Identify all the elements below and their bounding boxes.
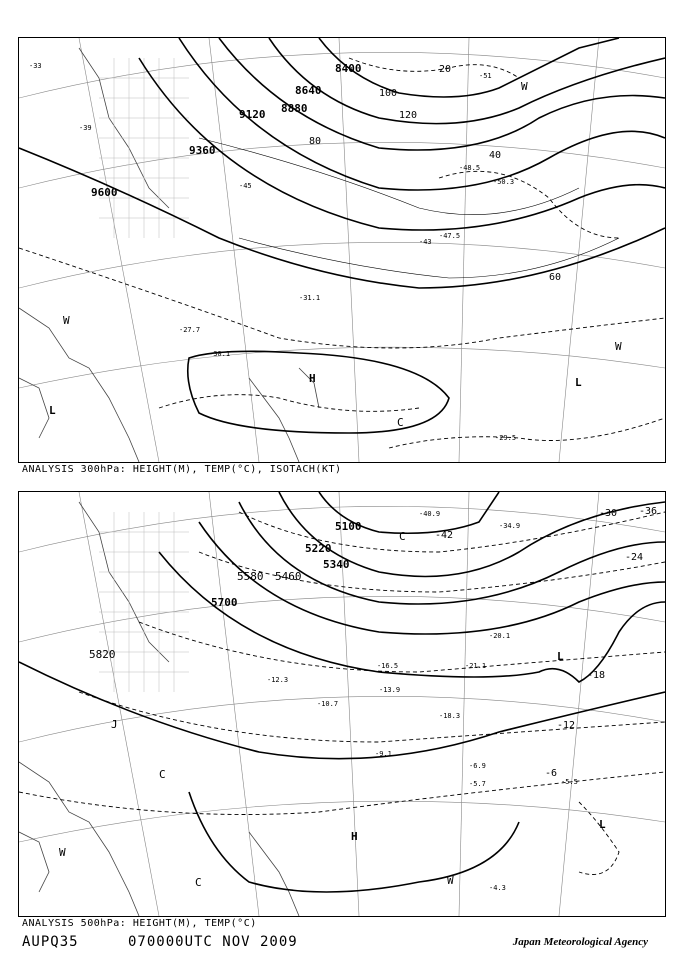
high-center: H <box>309 372 316 385</box>
temp-label: -34.9 <box>499 522 521 530</box>
isotherm-label: -30 <box>599 508 618 519</box>
low-center: L <box>557 650 564 663</box>
temp-label: -5.5 <box>561 778 578 786</box>
chart-500hpa <box>18 491 666 917</box>
isotherm-label: -6 <box>545 768 558 779</box>
low-center: L <box>49 404 56 417</box>
low-center: L <box>575 376 582 389</box>
warm-center: W <box>63 314 70 327</box>
cold-center: C <box>195 876 202 889</box>
isotach-label: 40 <box>489 150 502 161</box>
temp-label: -13.9 <box>379 686 401 694</box>
hatch-region <box>99 512 189 692</box>
temp-label: -6.9 <box>469 762 486 770</box>
isotherm-label: -12 <box>557 720 576 731</box>
temp-label: -51 <box>479 72 492 80</box>
isotherm-label: -24 <box>625 552 644 563</box>
height-label: 8880 <box>281 102 308 115</box>
temp-label: -39 <box>79 124 92 132</box>
isotach-label: 20 <box>439 64 452 75</box>
height-labels <box>91 62 362 199</box>
temp-label: -29.5 <box>495 434 517 442</box>
temp-label: -31.1 <box>299 294 321 302</box>
warm-center: W <box>521 80 528 93</box>
map-500hpa <box>19 492 665 916</box>
graticule <box>19 38 665 462</box>
isotherm-label: -42 <box>435 530 454 541</box>
temp-label: -33 <box>29 62 42 70</box>
height-label: 8640 <box>295 84 322 97</box>
temp-label: -20.1 <box>489 632 511 640</box>
temp-label: -5.7 <box>469 780 486 788</box>
cold-center: C <box>397 416 404 429</box>
isotach-label: 120 <box>399 110 418 121</box>
height-label: 5340 <box>323 558 350 571</box>
warm-center: W <box>59 846 66 859</box>
isotherm-label: -36 <box>639 506 658 517</box>
temp-label: -50.3 <box>493 178 515 186</box>
chart-300hpa <box>18 37 666 463</box>
low-center: L <box>599 818 606 831</box>
height-label: 9120 <box>239 108 266 121</box>
warm-center: W <box>615 340 622 353</box>
cold-center: C <box>159 768 166 781</box>
jet-marker: J <box>111 718 118 731</box>
temp-label: -9.1 <box>375 750 392 758</box>
temp-label: -27.7 <box>179 326 201 334</box>
valid-time: 070000UTC NOV 2009 <box>128 934 298 950</box>
temp-label: -16.5 <box>377 662 399 670</box>
temp-label: -12.3 <box>267 676 289 684</box>
map-300hpa <box>19 38 665 462</box>
height-label: 5580 <box>237 570 264 583</box>
height-label: 5220 <box>305 542 332 555</box>
hatch-region <box>99 58 189 238</box>
height-label: 9360 <box>189 144 216 157</box>
station-temps <box>267 510 578 892</box>
high-center: H <box>351 830 358 843</box>
isotherm-label: -18 <box>587 670 606 681</box>
warm-center: W <box>447 874 454 887</box>
height-label: 5460 <box>275 570 302 583</box>
agency-name: Japan Meteorological Agency <box>512 936 648 948</box>
height-label: 5820 <box>89 648 116 661</box>
height-label: 5100 <box>335 520 362 533</box>
height-labels <box>89 520 362 661</box>
temp-label: -47.5 <box>439 232 461 240</box>
isotach-label: 100 <box>379 88 398 99</box>
temp-label: -18.3 <box>439 712 461 720</box>
temp-label: -30.1 <box>209 350 231 358</box>
temp-label: -40.9 <box>419 510 441 518</box>
height-label: 9600 <box>91 186 118 199</box>
temp-label: -45 <box>239 182 252 190</box>
temp-label: -48.5 <box>459 164 481 172</box>
isotach-label: 60 <box>549 272 562 283</box>
temp-label: -21.1 <box>465 662 487 670</box>
coastlines <box>19 48 322 462</box>
cold-center: C <box>399 530 406 543</box>
temp-label: -10.7 <box>317 700 339 708</box>
isotach-label: 80 <box>309 136 322 147</box>
station-temps <box>29 62 516 442</box>
temp-label: -43 <box>419 238 432 246</box>
height-label: 8400 <box>335 62 362 75</box>
caption-500hpa: ANALYSIS 500hPa: HEIGHT(M), TEMP(°C) <box>22 918 257 929</box>
product-id: AUPQ35 <box>22 934 79 950</box>
caption-300hpa: ANALYSIS 300hPa: HEIGHT(M), TEMP(°C), ISOTACH(KT) <box>22 464 342 475</box>
temp-label: -4.3 <box>489 884 506 892</box>
height-label: 5700 <box>211 596 238 609</box>
